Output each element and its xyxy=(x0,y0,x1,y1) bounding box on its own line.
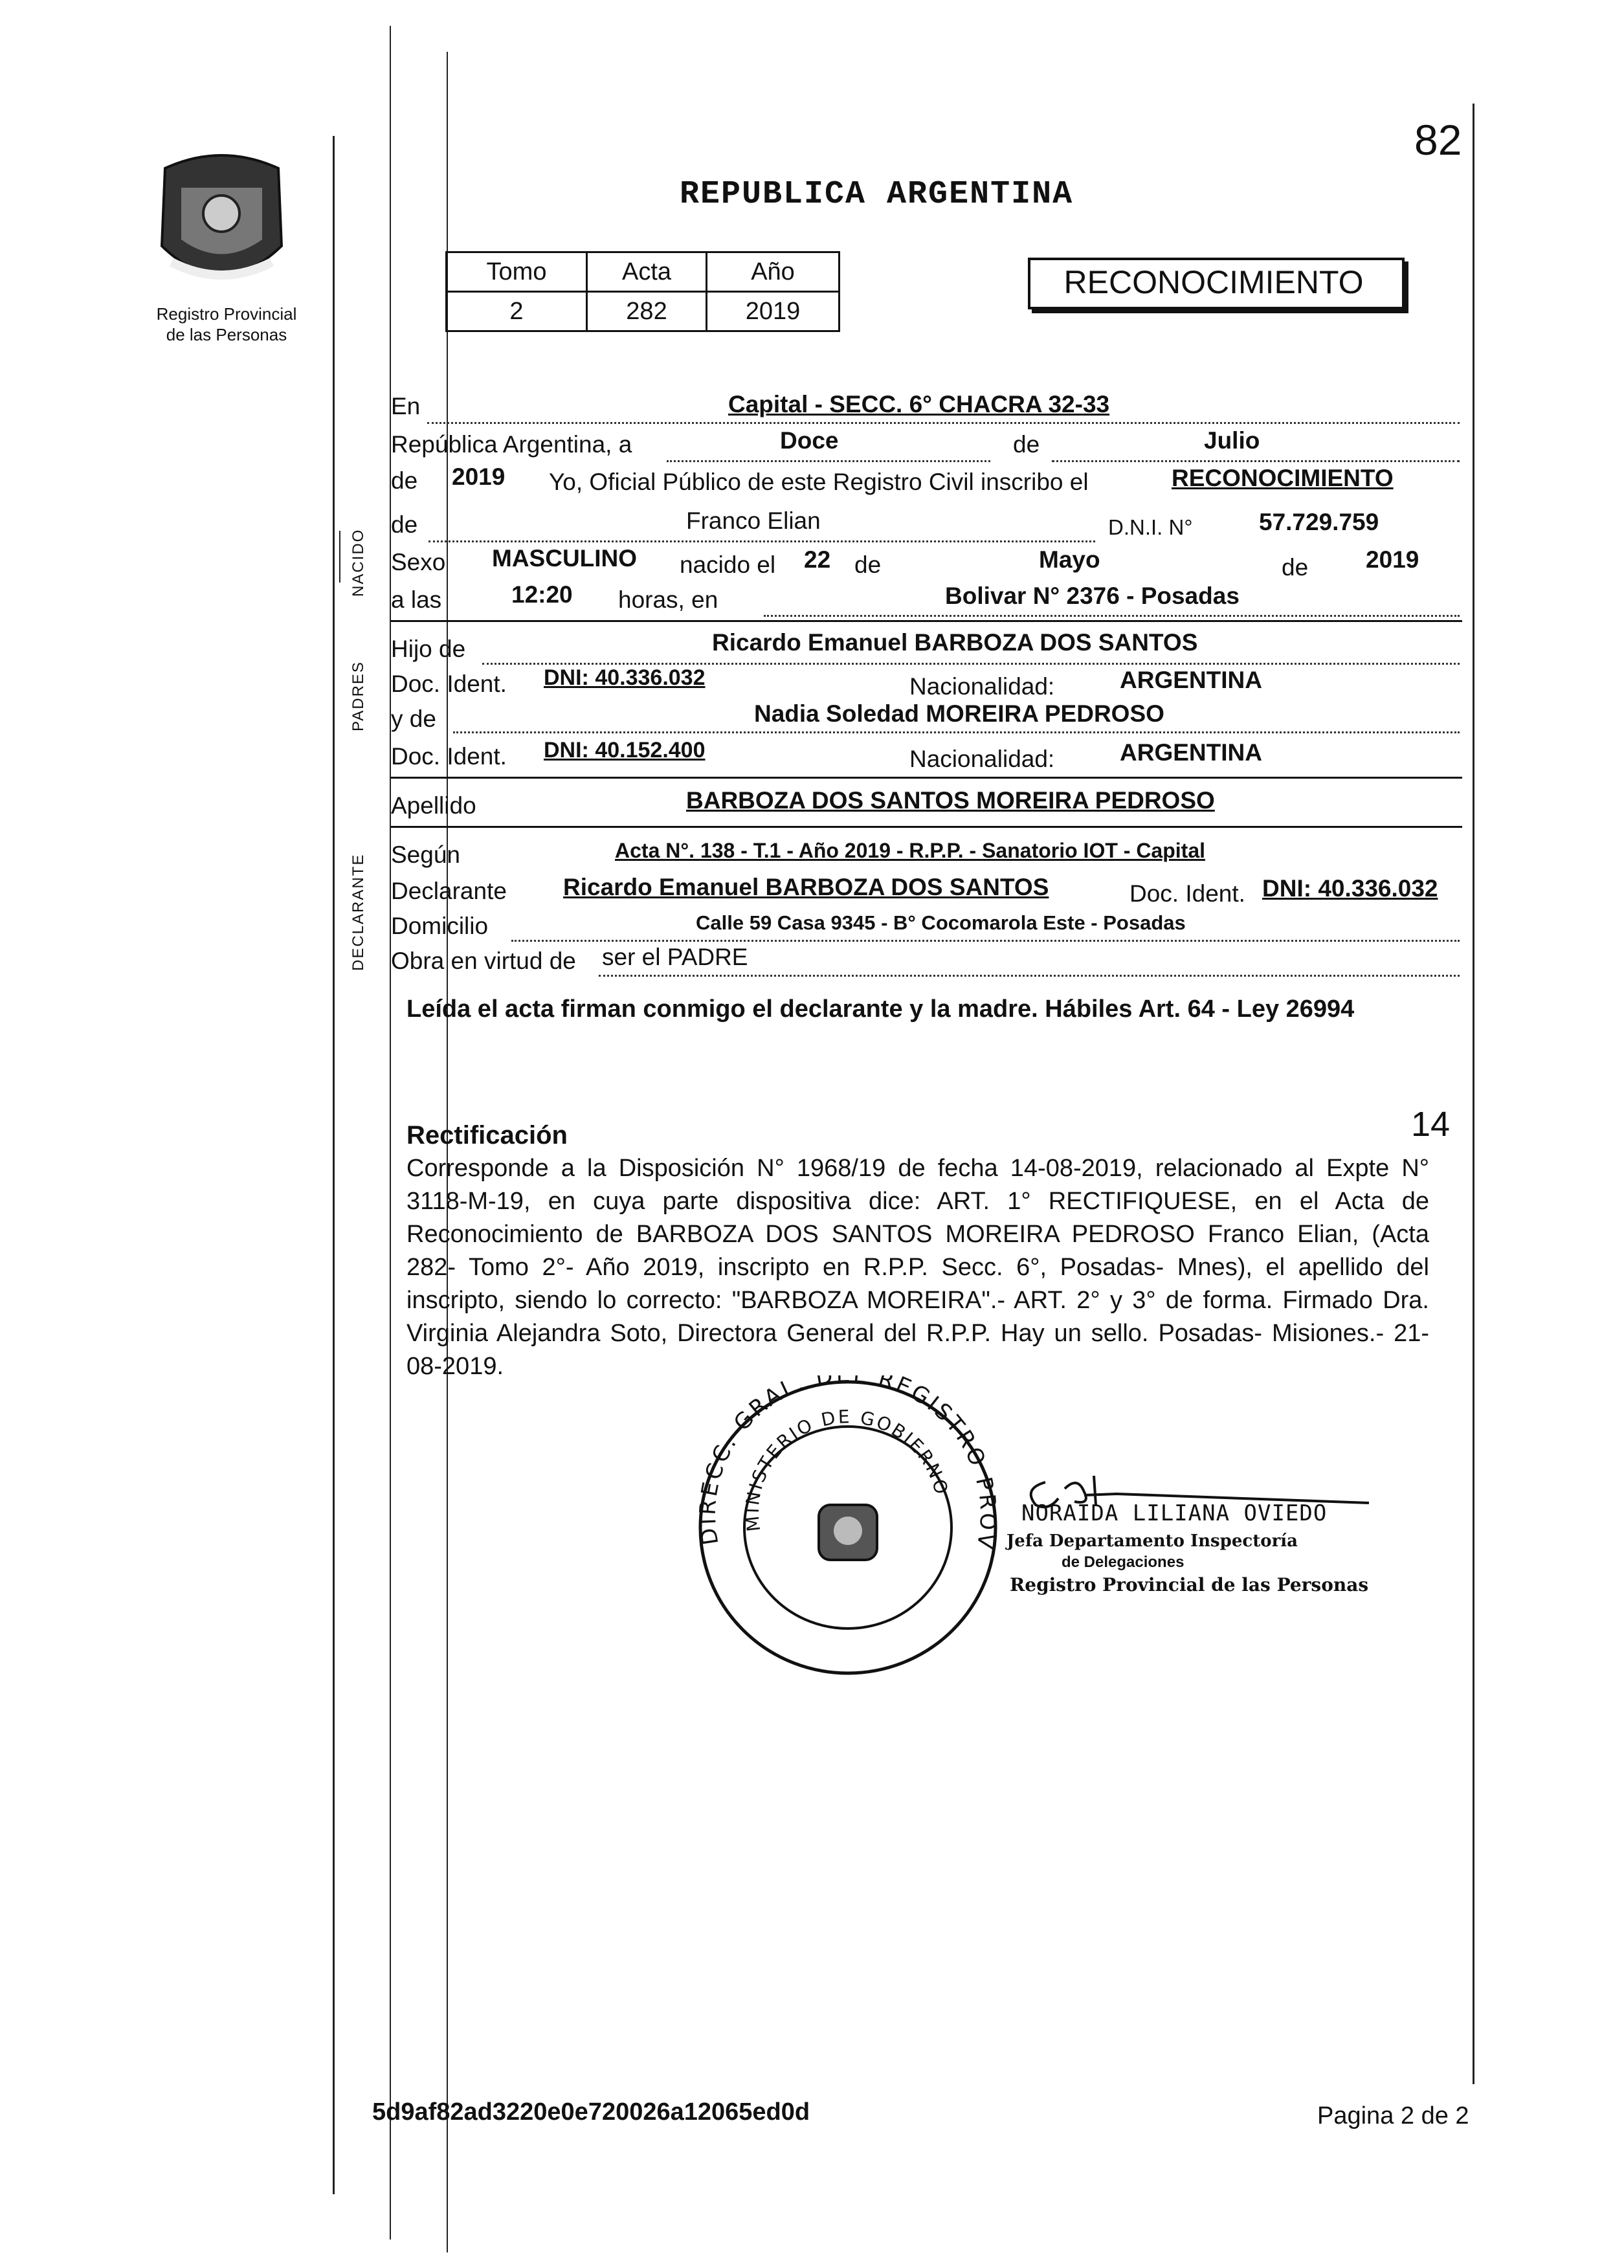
label-obra: Obra en virtud de xyxy=(391,948,576,974)
rectificacion-number: 14 xyxy=(1411,1105,1451,1144)
label-madre-nac: Nacionalidad: xyxy=(909,746,1055,772)
side-label-declarante: DECLARANTE xyxy=(350,853,367,971)
label-nacido-de2: de xyxy=(1282,554,1309,581)
value-month: Julio xyxy=(1204,427,1260,454)
value-nacido-dia: 22 xyxy=(804,546,831,573)
value-en: Capital - SECC. 6° CHACRA 32-33 xyxy=(728,391,1110,417)
label-declarante: Declarante xyxy=(391,878,507,904)
reference-table xyxy=(445,251,840,332)
rectificacion-text: Corresponde a la Disposición N° 1968/19 de fecha 14-08-2019, relacionado al Expte N° 3118-M-19, en cuya parte dispositiva dice: ART. 1° RECTIFIQUESE, en el Acta de Reconocimiento de BARBOZA DOS SANTOS MOREIRA PEDROSO Franco Elian, (Acta 282- Tomo 2°- Año 2019, inscripto en R.P.P. Secc. 6°, Posadas- Mnes), el apellido del inscripto, siendo lo correcto: "BARBOZA MOREIRA".- ART. 2° y 3° de forma. Firmado Dra. Virginia Alejandra Soto, Directora General del R.P.P. Hay un sello. Posadas- Misiones.- 21-08-2019. xyxy=(406,1155,1429,1380)
value-segun: Acta N°. 138 - T.1 - Año 2019 - R.P.P. - Sanatorio IOT - Capital xyxy=(615,839,1205,862)
table-value-tomo: 2 xyxy=(447,292,587,331)
value-padre-nac: ARGENTINA xyxy=(1120,667,1262,693)
value-sexo: MASCULINO xyxy=(492,545,638,572)
value-obra: ser el PADRE xyxy=(602,944,748,970)
value-nacido-anio: 2019 xyxy=(1366,546,1419,573)
stamp-inner-text: MINISTERIO DE GOBIERNO xyxy=(741,1406,953,1533)
signature-title-1: Jefa Departamento Inspectoría xyxy=(1007,1531,1298,1551)
divider-nacido xyxy=(391,620,1462,622)
right-margin-line xyxy=(1473,104,1474,2084)
dots-month xyxy=(1052,460,1460,462)
official-stamp xyxy=(693,1375,1003,1680)
value-padre: Ricardo Emanuel BARBOZA DOS SANTOS xyxy=(712,629,1198,656)
dots-domicilio xyxy=(511,940,1460,942)
label-nacido: nacido el xyxy=(680,551,776,578)
label-dni: D.N.I. N° xyxy=(1108,515,1193,539)
signature-title-2: de Delegaciones xyxy=(1062,1553,1185,1571)
label-sexo: Sexo xyxy=(391,549,446,575)
left-margin-line xyxy=(333,136,335,2194)
table-header-tomo: Tomo xyxy=(447,252,587,292)
label-en: En xyxy=(391,393,421,419)
dots-en xyxy=(427,422,1460,424)
dots-lugar xyxy=(764,615,1460,617)
page-number: 82 xyxy=(1414,116,1462,164)
value-day: Doce xyxy=(780,427,839,454)
label-hijo: Hijo de xyxy=(391,636,466,662)
dots-day xyxy=(667,460,990,462)
binding-line-1 xyxy=(390,26,391,2240)
document-hash: 5d9af82ad3220e0e720026a12065ed0d xyxy=(372,2098,810,2126)
label-padre-nac: Nacionalidad: xyxy=(909,673,1055,700)
label-nacido-de: de xyxy=(854,551,882,578)
value-domicilio: Calle 59 Casa 9345 - B° Cocomarola Este - Posadas xyxy=(696,911,1186,934)
value-madre-nac: ARGENTINA xyxy=(1120,739,1262,766)
stamp-outer-text: DIRECC. GRAL. D REGISTRO PROV xyxy=(695,1375,1001,1553)
label-domicilio: Domicilio xyxy=(391,913,489,939)
table-header-anio: Año xyxy=(707,252,840,292)
side-label-padres: PADRES xyxy=(350,661,367,731)
value-lugar: Bolivar N° 2376 - Posadas xyxy=(945,583,1240,609)
value-hora: 12:20 xyxy=(511,581,573,608)
table-header-acta: Acta xyxy=(587,252,707,292)
value-inscribo: RECONOCIMIENTO xyxy=(1172,465,1394,491)
divider-padres xyxy=(391,777,1462,779)
rectificacion-title: Rectificación xyxy=(406,1121,568,1150)
value-padre-doc: DNI: 40.336.032 xyxy=(544,665,706,690)
label-de-year: de xyxy=(391,467,418,494)
value-madre-doc: DNI: 40.152.400 xyxy=(544,738,706,762)
text-yo: Yo, Oficial Público de este Registro Civil inscribo el xyxy=(549,469,1089,495)
dots-nombre xyxy=(428,540,1095,542)
side-label-nacido: NACIDO xyxy=(350,528,367,597)
value-apellido: BARBOZA DOS SANTOS MOREIRA PEDROSO xyxy=(686,787,1215,814)
value-nombre: Franco Elian xyxy=(686,507,821,534)
value-dni: 57.729.759 xyxy=(1259,509,1379,535)
side-tick-1 xyxy=(339,531,340,583)
label-padre-doc: Doc. Ident. xyxy=(391,671,507,697)
label-de-nombre: de xyxy=(391,511,418,538)
value-nacido-mes: Mayo xyxy=(1039,546,1100,573)
dots-padre xyxy=(482,663,1460,665)
province-seal xyxy=(152,149,291,298)
signature-name: NORAIDA LILIANA OVIEDO xyxy=(1021,1500,1328,1526)
divider-apellido xyxy=(391,826,1462,828)
label-alas: a las xyxy=(391,586,442,613)
value-year: 2019 xyxy=(452,463,506,490)
page-indicator: Pagina 2 de 2 xyxy=(1317,2102,1469,2129)
signature-title-3: Registro Provincial de las Personas xyxy=(1010,1574,1369,1595)
registry-name-line2: de las Personas xyxy=(166,325,287,344)
value-madre: Nadia Soledad MOREIRA PEDROSO xyxy=(754,700,1164,727)
registry-name-line1: Registro Provincial xyxy=(156,304,297,324)
label-apellido: Apellido xyxy=(391,792,476,819)
label-yde: y de xyxy=(391,706,436,732)
label-segun: Según xyxy=(391,841,460,868)
doc-type-label: RECONOCIMIENTO xyxy=(1063,264,1364,300)
value-declarante-doc: DNI: 40.336.032 xyxy=(1262,875,1438,902)
country-title: REPUBLICA ARGENTINA xyxy=(680,176,1074,213)
label-republica: República Argentina, a xyxy=(391,431,632,458)
value-declarante: Ricardo Emanuel BARBOZA DOS SANTOS xyxy=(563,874,1049,900)
dots-madre xyxy=(453,731,1460,733)
label-horas: horas, en xyxy=(618,586,718,613)
label-de-month: de xyxy=(1013,431,1040,458)
label-madre-doc: Doc. Ident. xyxy=(391,743,507,770)
dots-obra xyxy=(599,975,1460,977)
lectura-text: Leída el acta firman conmigo el declarante y la madre. Hábiles Art. 64 - Ley 26994 xyxy=(406,995,1355,1023)
table-value-anio: 2019 xyxy=(707,292,840,331)
table-value-acta: 282 xyxy=(587,292,707,331)
label-declarante-doc: Doc. Ident. xyxy=(1129,880,1245,907)
